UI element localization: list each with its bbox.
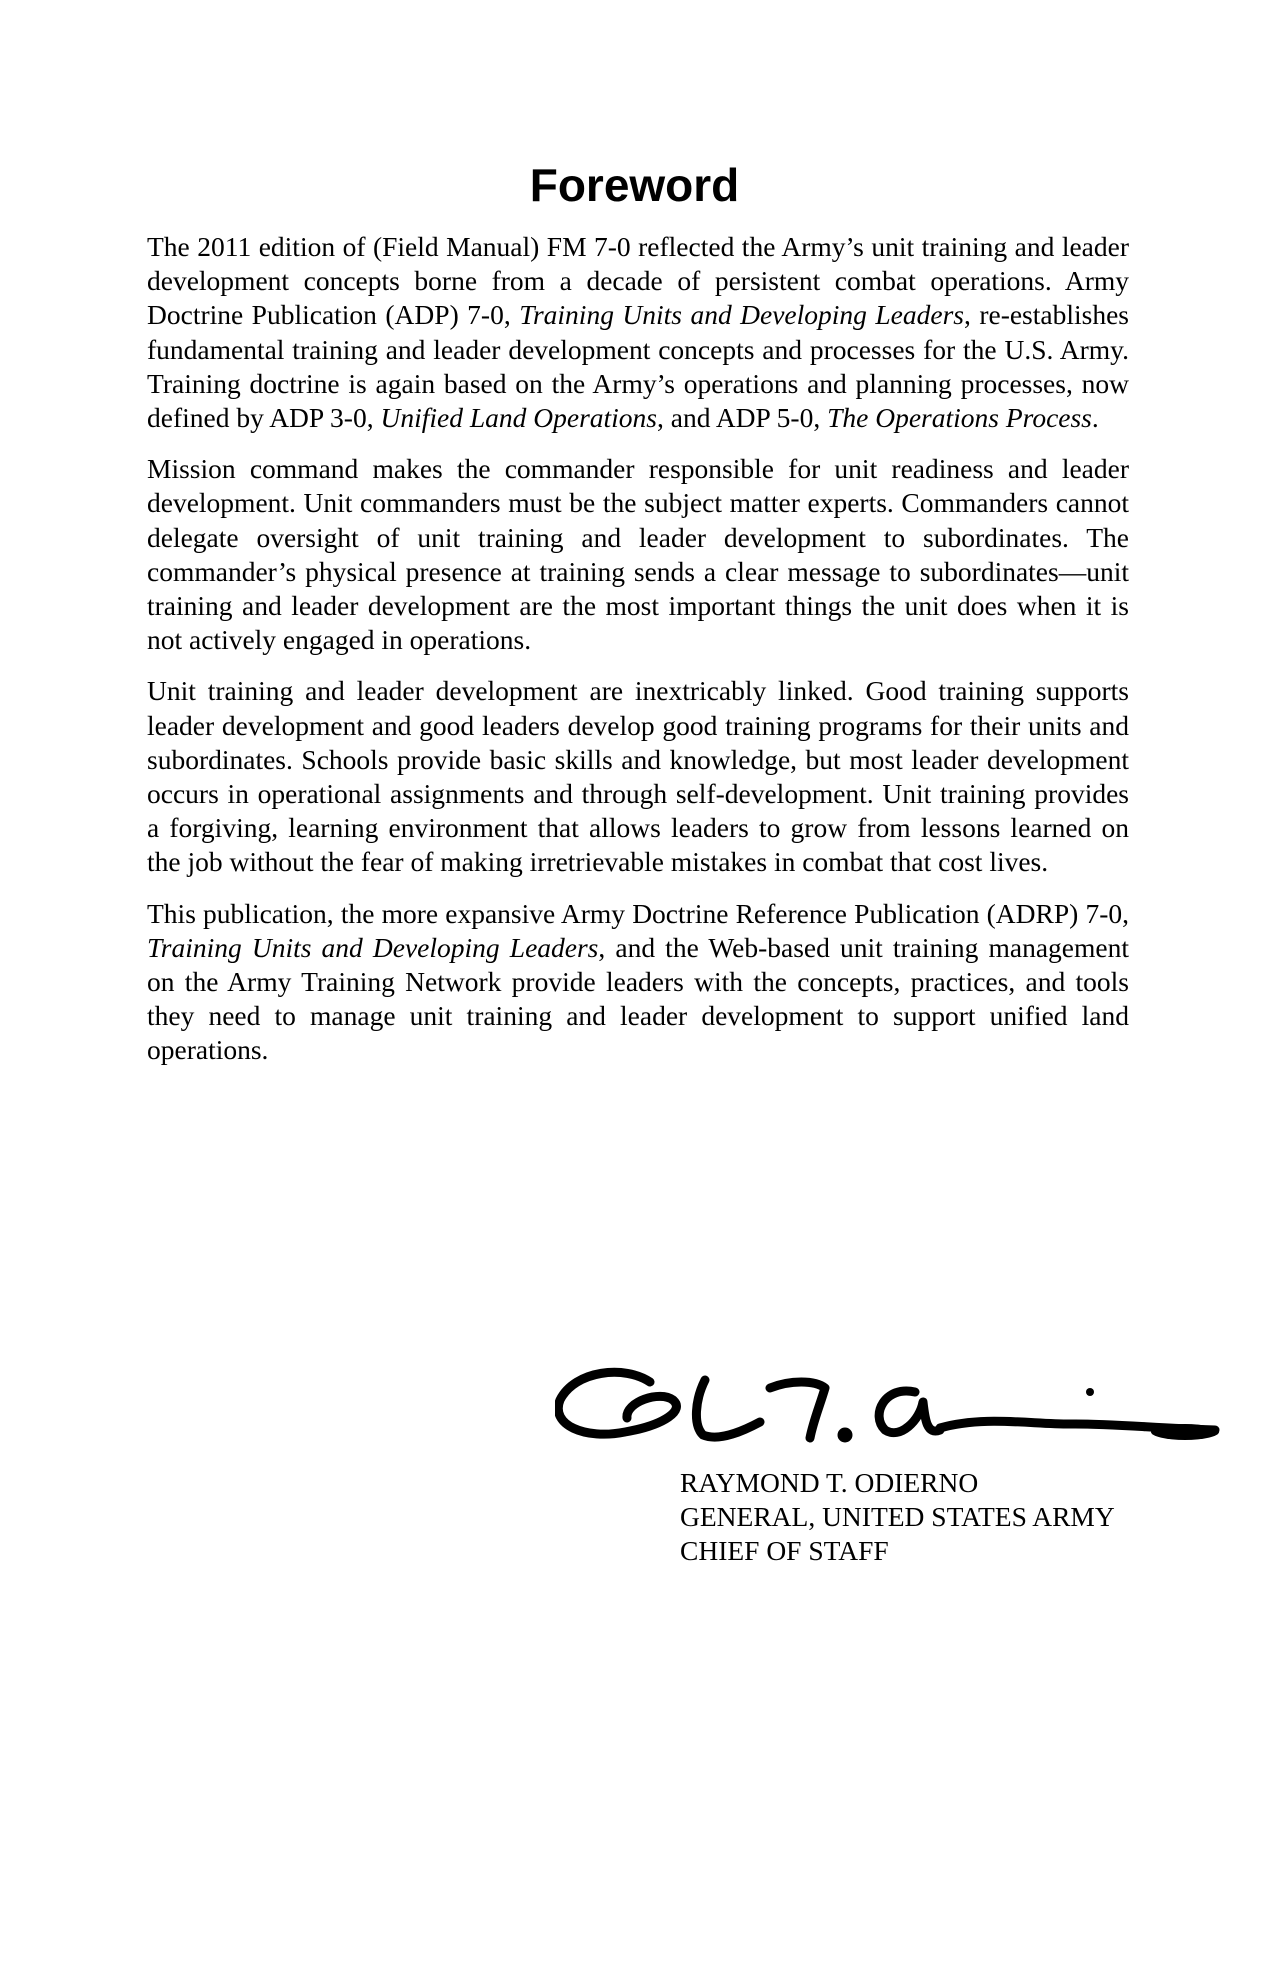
signatory-name: RAYMOND T. ODIERNO [680,1467,979,1498]
signatory-rank: GENERAL, UNITED STATES ARMY [680,1501,1115,1532]
page-title: Foreword [529,159,740,211]
signature-block [680,1466,1115,1568]
handwritten-signature [555,1340,1225,1460]
paragraph-text: This publication, the more expansive Army Doctrine Reference Publication (ADRP) 7-0, [147,897,1129,929]
paragraph-text: , and the Web-based unit training management on the Army Training Network provide leaders with the concepts, practices, and tools they need to manage unit training and leader development to support unified land operations. [147,931,1129,1066]
paragraph-2 [147,452,1129,657]
paragraph-text: Unit training and leader development are inextricably linked. Good training supports leader development and good leaders develop good training programs for their units and subordinates. Schools provide basic skills and knowledge, but most leader development occurs in operational assignments and through self-development. Unit training provides a forgiving, learning environment that allows leaders to grow from lessons learned on the job without the fear of making irretrievable mistakes in combat that cost lives. [147,675,1129,878]
foreword-body [147,230,1129,1085]
paragraph-3 [147,674,1129,879]
paragraph-1 [147,230,1129,435]
paragraph-text: . [1091,402,1099,434]
publication-title: Training Units and Developing Leaders [147,931,599,963]
publication-title: The Operations Process [827,402,1092,434]
paragraph-4 [147,897,1129,1068]
paragraph-text: Mission command makes the commander responsible for unit readiness and leader development. Unit commanders must be the subject matter experts. Commanders cannot delegate oversight of unit training and leader development to subordinates. The commander’s physical presence at training sends a clear message to subordinates—unit training and leader development are the most important things the unit does when it is not actively engaged in operations. [147,453,1129,656]
publication-title: Unified Land Operations [380,402,657,434]
publication-title: Training Units and Developing Leaders [519,299,964,331]
paragraph-text: The 2011 edition of (Field Manual) FM 7-0 reflected the Army’s unit training and leader development concepts borne from a decade of persistent combat operations. Army Doctrine Publication (ADP) 7-0, [147,231,1129,331]
signatory-position: CHIEF OF STAFF [680,1535,889,1566]
paragraph-text: , re-establishes fundamental training and leader development concepts and processes for the U.S. Army. Training doctrine is again based on the Army’s operations and planning processes, now defined by ADP 3-0, [147,299,1129,434]
paragraph-text: , and ADP 5-0, [657,402,828,434]
